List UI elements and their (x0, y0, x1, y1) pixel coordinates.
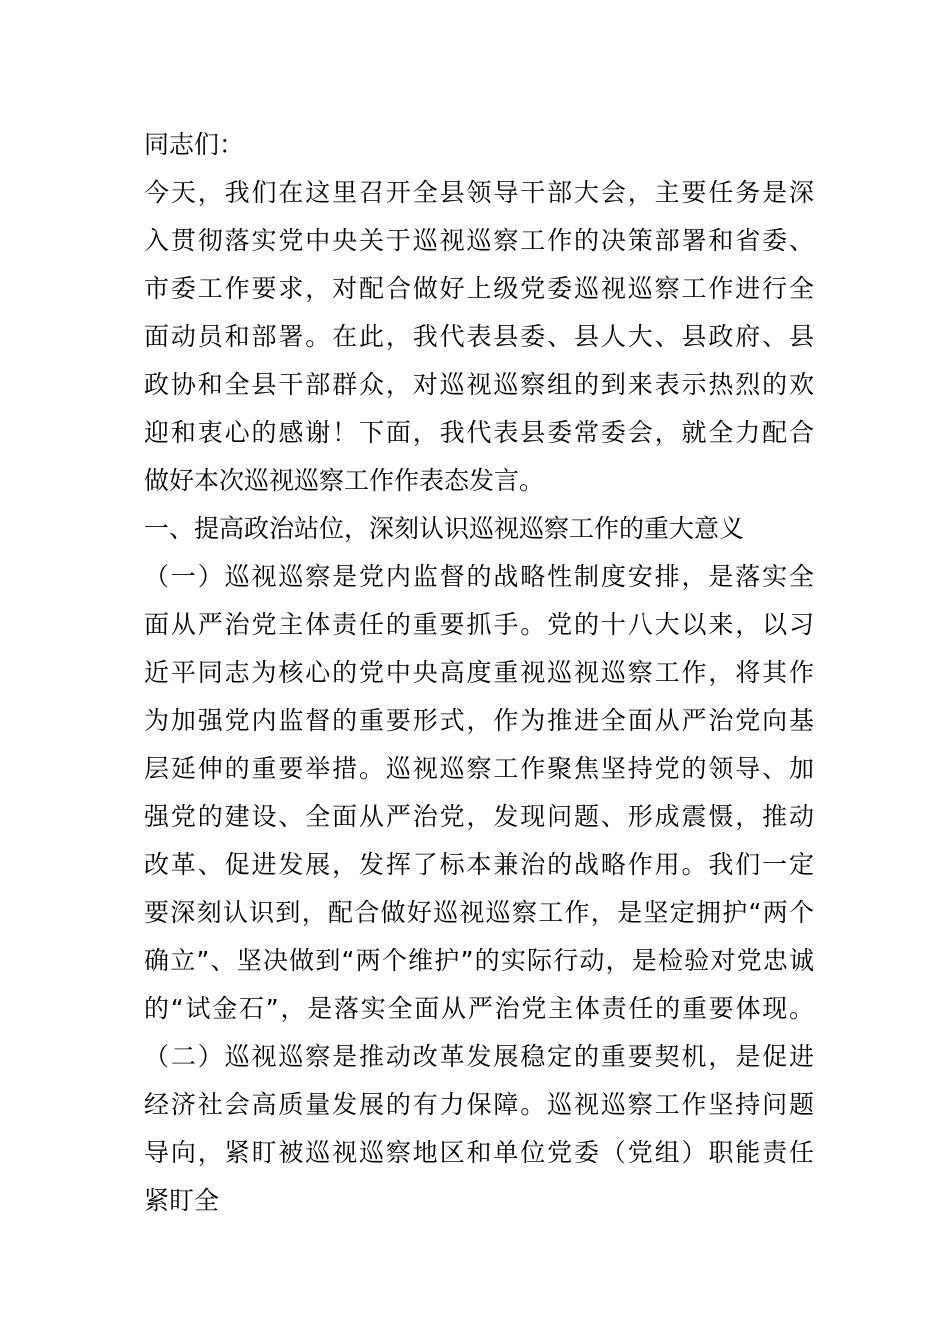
speech-text (144, 121, 814, 1225)
paragraph-line: 市委工作要求，对配合做好上级党委巡视巡察工作进行全 (144, 274, 814, 303)
paragraph-line: 做好本次巡视巡察工作作表态发言。 (144, 466, 545, 495)
paragraph-line: 面从严治党主体责任的重要抓手。党的十八大以来，以习 (144, 610, 814, 639)
paragraph-line: 层延伸的重要举措。巡视巡察工作聚焦坚持党的领导、加 (144, 754, 814, 783)
paragraph-line: 确立”、坚决做到“两个维护”的实际行动，是检验对党忠诚 (144, 946, 814, 975)
section-heading: 一、提高政治站位，深刻认识巡视巡察工作的重大意义 (144, 514, 745, 543)
paragraph-line: 要深刻认识到，配合做好巡视巡察工作，是坚定拥护“两个 (144, 898, 814, 927)
paragraph-line: 导向，紧盯被巡视巡察地区和单位党委（党组）职能责任 (144, 1138, 814, 1167)
paragraph-line: 迎和衷心的感谢！下面，我代表县委常委会，就全力配合 (144, 418, 814, 447)
subsection-line: （一）巡视巡察是党内监督的战略性制度安排，是落实全 (144, 562, 814, 591)
paragraph-line: 紧盯全 (144, 1186, 220, 1215)
paragraph-line: 面动员和部署。在此，我代表县委、县人大、县政府、县 (144, 322, 814, 351)
paragraph-line: 经济社会高质量发展的有力保障。巡视巡察工作坚持问题 (144, 1090, 814, 1119)
paragraph-line: 强党的建设、全面从严治党，发现问题、形成震慑，推动 (144, 802, 814, 831)
paragraph-line: 今天，我们在这里召开全县领导干部大会，主要任务是深 (144, 178, 814, 207)
paragraph-line: 入贯彻落实党中央关于巡视巡察工作的决策部署和省委、 (144, 226, 814, 255)
paragraph-line: 改革、促进发展，发挥了标本兼治的战略作用。我们一定 (144, 850, 814, 879)
paragraph-line: 的“试金石”，是落实全面从严治党主体责任的重要体现。 (144, 994, 814, 1023)
paragraph-line: 近平同志为核心的党中央高度重视巡视巡察工作，将其作 (144, 658, 814, 687)
paragraph-line: 政协和全县干部群众，对巡视巡察组的到来表示热烈的欢 (144, 370, 814, 399)
paragraph-line: 为加强党内监督的重要形式，作为推进全面从严治党向基 (144, 706, 814, 735)
salutation-line: 同志们： (144, 130, 245, 159)
subsection-line: （二）巡视巡察是推动改革发展稳定的重要契机，是促进 (144, 1042, 814, 1071)
